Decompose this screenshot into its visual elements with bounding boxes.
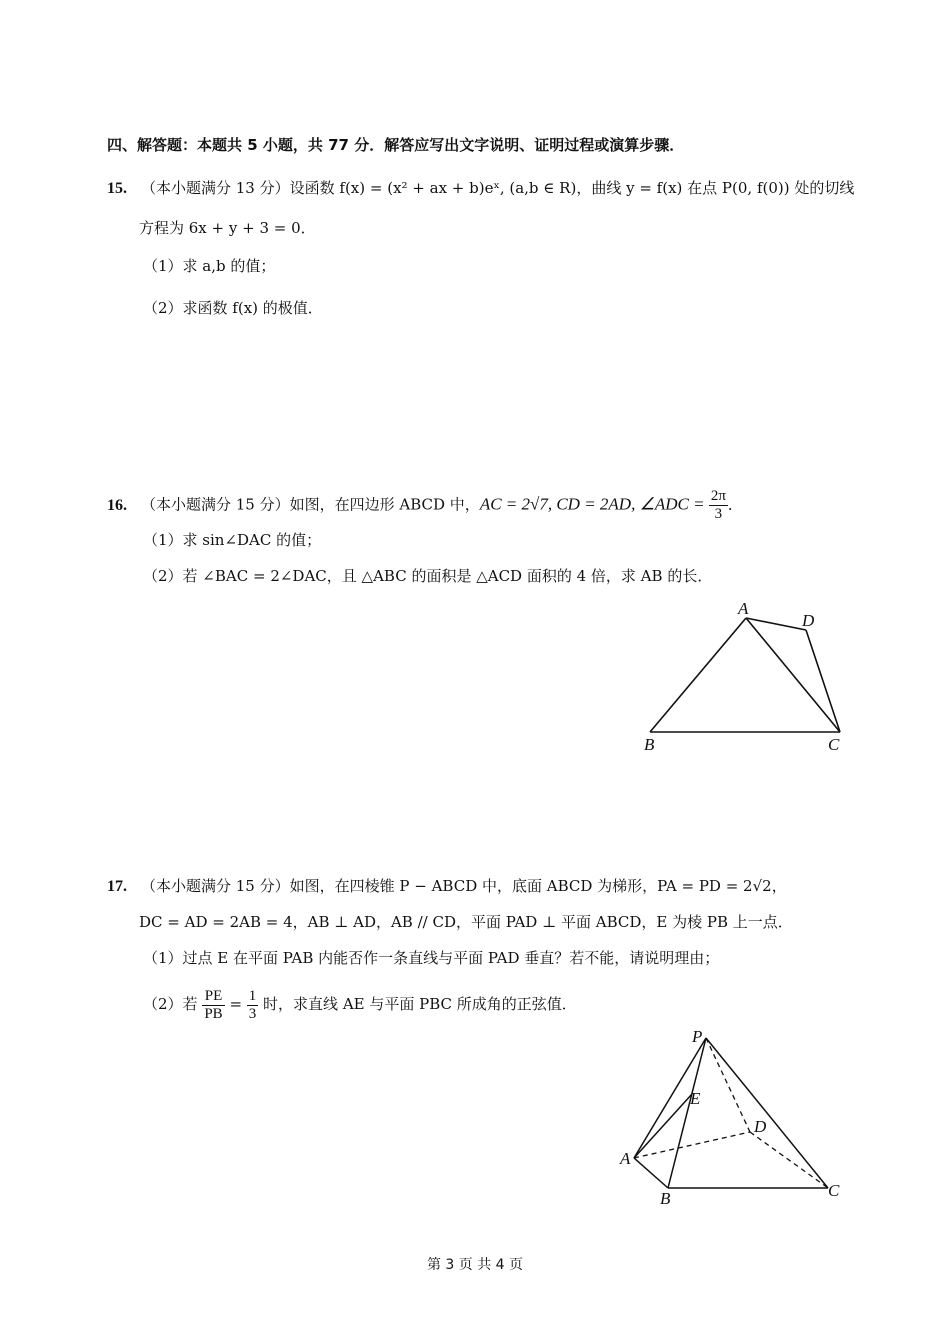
- question-15-number: 15.: [107, 180, 127, 197]
- question-15-line2: 方程为 6x + y + 3 = 0．: [139, 219, 316, 237]
- label-c: C: [828, 735, 840, 754]
- edge-pb: [668, 1038, 706, 1188]
- pyramid-figure: [610, 1022, 850, 1212]
- question-17-part2-suffix: 时，求直线 AE 与平面 PBC 所成角的正弦值．: [258, 995, 577, 1013]
- equals-sign: =: [224, 995, 247, 1013]
- label-e: E: [690, 1089, 701, 1108]
- segment-ab: [650, 618, 746, 732]
- segment-dc: [806, 630, 840, 732]
- question-17-part2-prefix: （2）若: [143, 995, 203, 1013]
- page-footer: 第 3 页 共 4 页: [426, 1257, 524, 1273]
- question-16-period: ．: [727, 495, 743, 514]
- value-denominator: 3: [248, 1005, 257, 1022]
- value-fraction: [247, 988, 259, 1023]
- ratio-numerator: PE: [202, 988, 224, 1006]
- question-17-part1: （1）过点 E 在平面 PAB 内能否作一条直线与平面 PAD 垂直？若不能，请说明理由；: [143, 949, 720, 967]
- label-p: P: [692, 1027, 703, 1046]
- hidden-edge-ad: [634, 1132, 750, 1158]
- question-16-part1: （1）求 sin∠DAC 的值；: [143, 531, 322, 549]
- quadrilateral-figure: [630, 596, 860, 756]
- ratio-fraction: [202, 988, 224, 1023]
- label-b: B: [644, 735, 655, 754]
- angle-fraction-denominator: 3: [714, 506, 723, 522]
- question-16-part2: （2）若 ∠BAC = 2∠DAC，且 △ABC 的面积是 △ACD 面积的 4 倍，求 AB 的长．: [143, 567, 713, 585]
- ratio-denominator: PB: [204, 1005, 223, 1022]
- angle-fraction: [709, 488, 728, 523]
- label-c: C: [828, 1181, 840, 1200]
- question-16-number: 16.: [107, 496, 127, 514]
- question-15-stem: （本小题满分 13 分）设函数 f(x) = (x² + ax + b)eˣ, (a,b ∈ R)，曲线 y = f(x) 在点 P(0, f(0)) 处的切线: [141, 179, 855, 197]
- segment-ac: [746, 618, 840, 732]
- edge-pc: [706, 1038, 828, 1188]
- question-17-stem: （本小题满分 15 分）如图，在四棱锥 P − ABCD 中，底面 ABCD 为梯形，PA = PD = 2√2，: [141, 877, 787, 895]
- question-16-conditions: AC = 2√7, CD = 2AD, ∠ADC =: [479, 494, 709, 514]
- label-a: A: [738, 599, 749, 618]
- question-17-part2: [143, 986, 577, 1023]
- section-title: 四、解答题：本题共 5 小题，共 77 分．解答应写出文字说明、证明过程或演算步骤．: [107, 136, 685, 154]
- value-numerator: 1: [248, 987, 257, 1004]
- label-a: A: [620, 1149, 631, 1168]
- label-d: D: [802, 611, 815, 630]
- question-17-line1: [107, 876, 787, 897]
- question-17-number: 17.: [107, 878, 127, 895]
- angle-fraction-numerator: 2π: [710, 488, 726, 504]
- question-16-stem: （本小题满分 15 分）如图，在四边形 ABCD 中，: [141, 495, 480, 514]
- question-17-line2: DC = AD = 2AB = 4，AB ⊥ AD，AB // CD，平面 PAD ⊥ 平面 ABCD，E 为棱 PB 上一点．: [139, 913, 793, 931]
- edge-ab: [634, 1158, 668, 1188]
- label-d: D: [754, 1117, 767, 1136]
- question-15-part1: （1）求 a,b 的值；: [143, 257, 276, 275]
- question-16-line1: [107, 488, 743, 523]
- question-15-part2: （2）求函数 f(x) 的极值．: [143, 299, 323, 317]
- label-b: B: [660, 1189, 671, 1208]
- question-15-line1: [107, 178, 854, 199]
